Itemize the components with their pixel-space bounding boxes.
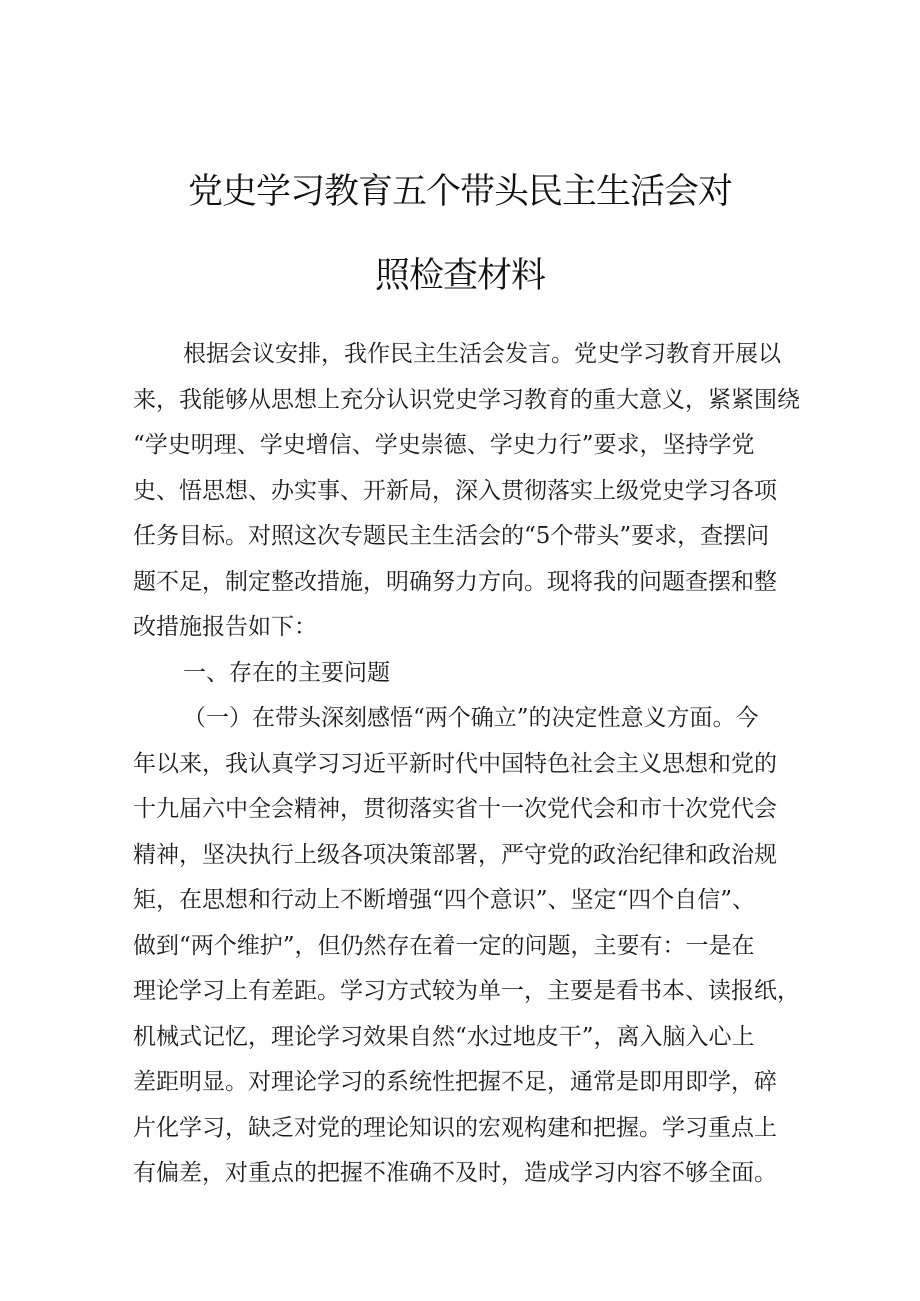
document-title-line-2: 照检查材料	[374, 256, 545, 296]
paragraph-section-1-line: 精神，坚决执行上级各项决策部署，严守党的政治纪律和政治规	[133, 841, 777, 868]
paragraph-section-1-line: 做到“两个维护”，但仍然存在着一定的问题，主要有：一是在	[133, 932, 755, 959]
paragraph-intro-line: 改措施报告如下：	[133, 614, 317, 640]
paragraph-section-1-line: 矩，在思想和行动上不断增强“四个意识”、坚定“四个自信”、	[133, 887, 756, 913]
paragraph-intro-line: 题不足，制定整改措施，明确努力方向。现将我的问题查摆和整	[133, 568, 777, 595]
paragraph-section-1-line: （一）在带头深刻感悟“两个确立”的决定性意义方面。今	[183, 705, 759, 731]
document-title-line-1: 党史学习教育五个带头民主生活会对	[187, 172, 732, 212]
paragraph-section-1-line: 有偏差，对重点的把握不准确不及时，造成学习内容不够全面。	[133, 1160, 777, 1186]
paragraph-intro-line: “学史明理、学史增信、学史崇德、学史力行”要求，坚持学党	[133, 432, 755, 458]
paragraph-section-1-line: 差距明显。对理论学习的系统性把握不足，通常是即用即学，碎	[133, 1069, 777, 1095]
paragraph-intro-line: 任务目标。对照这次专题民主生活会的“5个带头”要求，查摆问	[133, 523, 770, 549]
paragraph-section-1-line: 年以来，我认真学习习近平新时代中国特色社会主义思想和党的	[133, 750, 777, 777]
paragraph-section-1-line: 机械式记忆，理论学习效果自然“水过地皮干”，离入脑入心上	[133, 1023, 755, 1050]
paragraph-intro-line: 史、悟思想、办实事、开新局，深入贯彻落实上级党史学习各项	[133, 477, 777, 504]
section-heading: 一、存在的主要问题	[183, 659, 390, 686]
paragraph-intro-line: 来，我能够从思想上充分认识党史学习教育的重大意义，紧紧围绕	[133, 386, 800, 413]
paragraph-intro-line: 根据会议安排，我作民主生活会发言。党史学习教育开展以	[183, 341, 781, 367]
paragraph-section-1-line: 十九届六中全会精神，贯彻落实省十一次党代会和市十次党代会	[133, 796, 777, 822]
document-body	[133, 332, 800, 1197]
paragraph-section-1-line: 理论学习上有差距。学习方式较为单一，主要是看书本、读报纸，	[133, 978, 800, 1004]
paragraph-section-1-line: 片化学习，缺乏对党的理论知识的宏观构建和把握。学习重点上	[133, 1114, 777, 1141]
